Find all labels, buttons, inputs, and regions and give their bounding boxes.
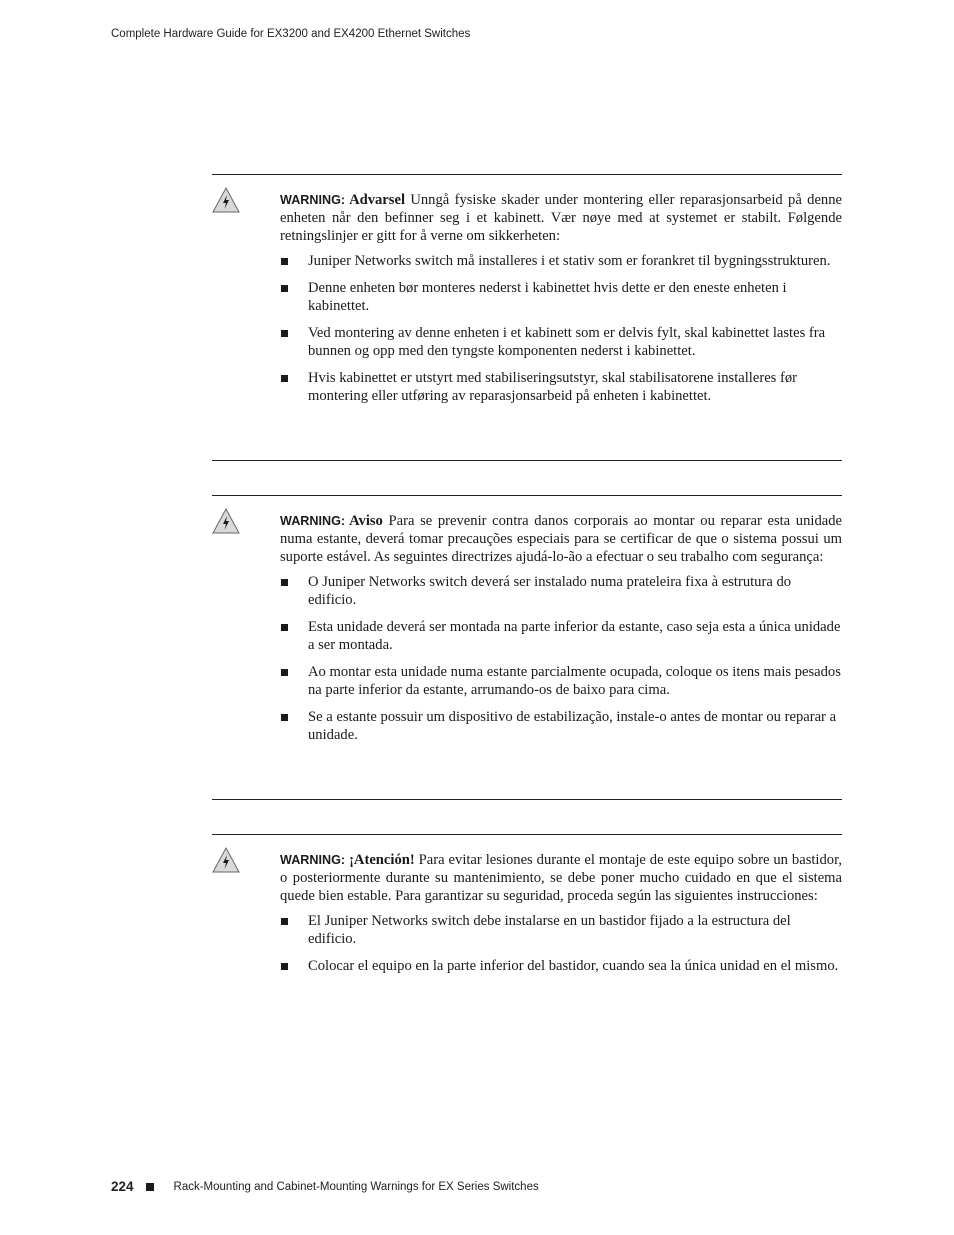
bullet-square-icon [281, 963, 288, 970]
bullet-square-icon [281, 375, 288, 382]
warning-word: ¡Atención! [349, 852, 415, 868]
bullet-square-icon [281, 714, 288, 721]
electrical-hazard-icon [212, 186, 240, 214]
list-item: O Juniper Networks switch deverá ser instalado numa prateleira fixa à estrutura do edificio. [280, 573, 842, 609]
warning-text: Para se prevenir contra danos corporais ao montar ou reparar esta unidade numa estante, deverá tomar precauções especiais para se certificar de que o sistema possui um suporte estável. As seguintes directrizes ajudá-lo-ão a efectuar o seu trabalho com segurança: [280, 513, 842, 565]
page-number: 224 [111, 1179, 134, 1194]
bullet-square-icon [281, 285, 288, 292]
running-header: Complete Hardware Guide for EX3200 and EX4200 Ethernet Switches [111, 28, 471, 40]
warning-word: Advarsel [349, 192, 406, 208]
top-rule [212, 834, 842, 835]
list-item: Se a estante possuir um dispositivo de estabilização, instale-o antes de montar ou reparar a unidade. [280, 708, 842, 744]
list-item: Esta unidade deverá ser montada na parte inferior da estante, caso seja esta a única unidade a ser montada. [280, 618, 842, 654]
electrical-hazard-icon [212, 507, 240, 535]
warning-word: Aviso [349, 513, 383, 529]
page-footer [111, 1179, 539, 1194]
warning-label: WARNING: [280, 193, 346, 207]
bottom-rule [212, 460, 842, 461]
list-item: Ved montering av denne enheten i et kabinett som er delvis fylt, skal kabinettet lastes fra bunnen og opp med den tyngste komponenten nederst i kabinettet. [280, 324, 842, 360]
bullet-square-icon [281, 579, 288, 586]
bullet-square-icon [281, 258, 288, 265]
bullet-square-icon [281, 624, 288, 631]
footer-section-title: Rack-Mounting and Cabinet-Mounting Warnings for EX Series Switches [173, 1180, 539, 1193]
separator-square-icon [146, 1183, 154, 1191]
warning-label: WARNING: [280, 514, 346, 528]
list-item: Hvis kabinettet er utstyrt med stabiliseringsutstyr, skal stabilisatorene installeres før montering eller utføring av reparasjonsarbeid på enheten i kabinettet. [280, 369, 842, 405]
warning-content [280, 512, 842, 753]
warning-content [280, 191, 842, 414]
bullet-square-icon [281, 918, 288, 925]
warning-block-norwegian [212, 174, 842, 462]
warning-label: WARNING: [280, 853, 346, 867]
warning-text: Unngå fysiske skader under montering eller reparasjonsarbeid på denne enheten når den befinner seg i et kabinett. Vær nøye med at systemet er stabilt. Følgende retningslinjer er gitt for å verne om sikkerheten: [280, 192, 842, 244]
bullet-list [280, 573, 842, 744]
list-item: Colocar el equipo en la parte inferior del bastidor, cuando sea la única unidad en el mismo. [280, 957, 842, 975]
warning-block-spanish [212, 834, 842, 1034]
list-item: Juniper Networks switch må installeres i et stativ som er forankret til bygningsstrukturen. [280, 252, 842, 270]
electrical-hazard-icon [212, 846, 240, 874]
bottom-rule [212, 799, 842, 800]
top-rule [212, 174, 842, 175]
list-item: El Juniper Networks switch debe instalarse en un bastidor fijado a la estructura del edificio. [280, 912, 842, 948]
list-item: Ao montar esta unidade numa estante parcialmente ocupada, coloque os itens mais pesados na parte inferior da estante, arrumando-os de baixo para cima. [280, 663, 842, 699]
bullet-list [280, 912, 842, 975]
top-rule [212, 495, 842, 496]
warning-text: Para evitar lesiones durante el montaje de este equipo sobre un bastidor, o posteriormente durante su mantenimiento, se debe poner mucho cuidado en que el sistema quede bien estable. Para garantizar su seguridad, proceda según las siguientes instrucciones: [280, 852, 842, 904]
bullet-square-icon [281, 330, 288, 337]
list-item: Denne enheten bør monteres nederst i kabinettet hvis dette er den eneste enheten i kabinettet. [280, 279, 842, 315]
warning-content [280, 851, 842, 984]
warning-block-portuguese [212, 495, 842, 801]
bullet-list [280, 252, 842, 405]
bullet-square-icon [281, 669, 288, 676]
